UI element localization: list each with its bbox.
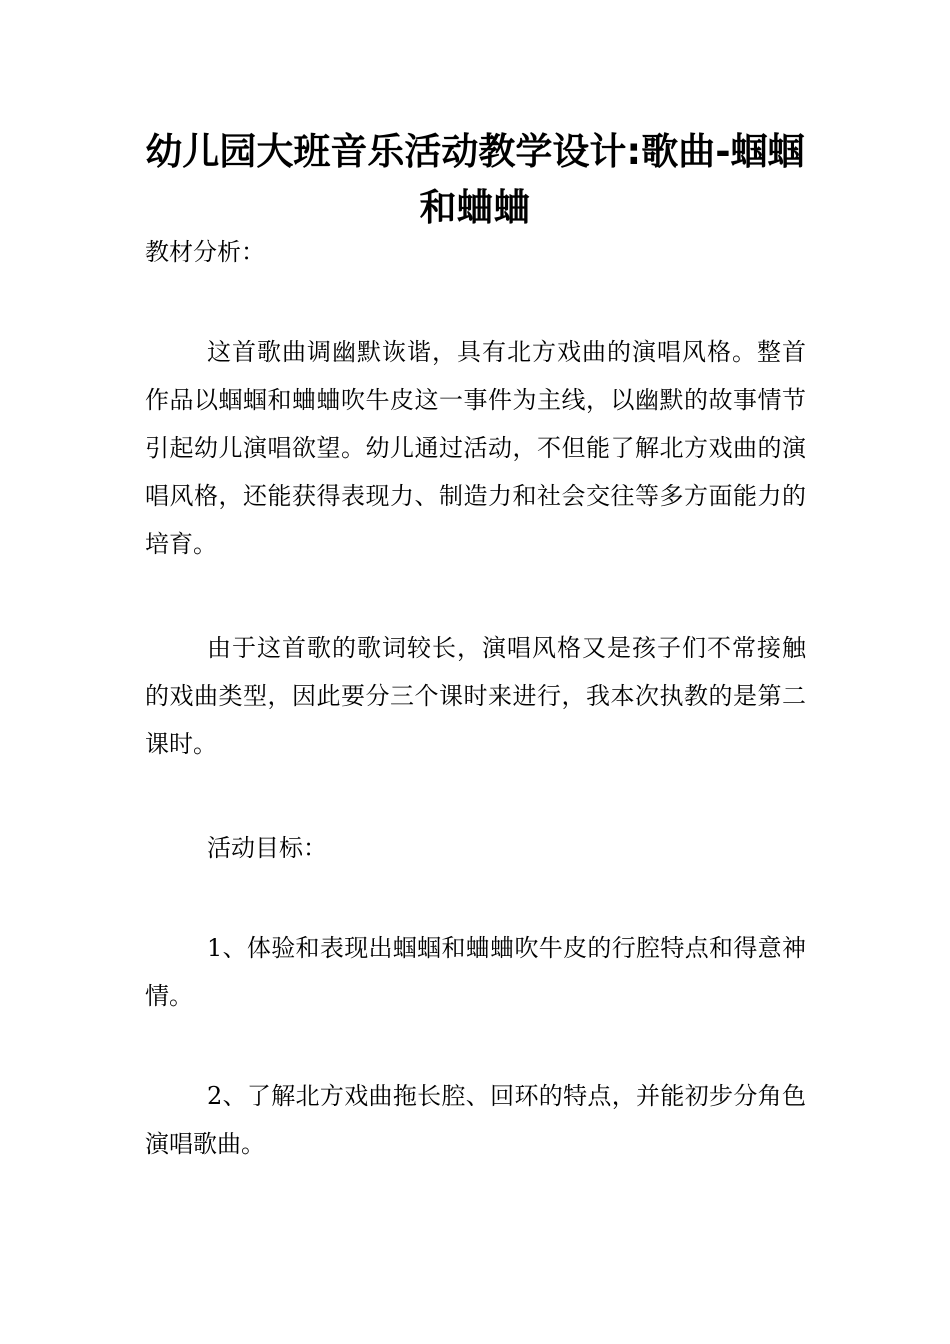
- paragraph-lesson-plan: 由于这首歌的歌词较长，演唱风格又是孩子们不常接触的戏曲类型，因此要分三个课时来进行，我本次执教的是第二课时。: [145, 634, 806, 758]
- paragraph-objectives-heading: 活动目标：: [207, 834, 327, 862]
- paragraph-analysis: 这首歌曲调幽默诙谐，具有北方戏曲的演唱风格。整首作品以蝈蝈和蛐蛐吹牛皮这一事件为主线，以幽默的故事情节引起幼儿演唱欲望。幼儿通过活动，不但能了解北方戏曲的演唱风格，还能获得表现力、制造力和社会交往等多方面能力的培育。: [145, 338, 806, 558]
- paragraph-objective-1: 1、体验和表现出蝈蝈和蛐蛐吹牛皮的行腔特点和得意神情。: [145, 934, 806, 1010]
- document-title: 幼儿园大班音乐活动教学设计:歌曲-蝈蝈和蛐蛐: [145, 130, 805, 229]
- paragraph-objective-2: 2、了解北方戏曲拖长腔、回环的特点，并能初步分角色演唱歌曲。: [145, 1082, 806, 1158]
- section-heading-materials: 教材分析：: [145, 238, 265, 266]
